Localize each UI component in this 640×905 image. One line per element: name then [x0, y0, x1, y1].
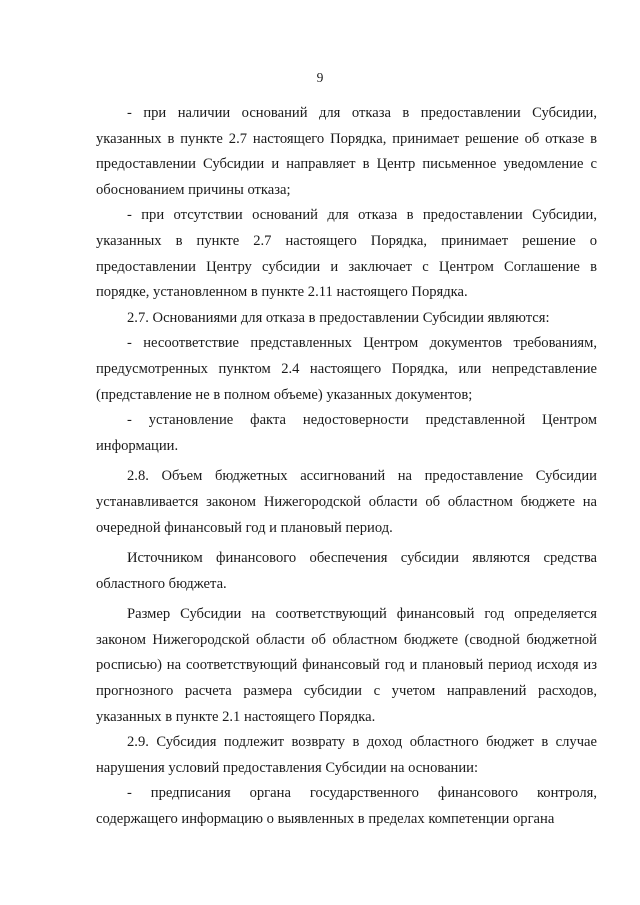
paragraph-2-8-budget: 2.8. Объем бюджетных ассигнований на предоставление Субсидии устанавливается законом Нижегородской области об областном бюджете на очередной финансовый год и плановый период.	[96, 468, 597, 536]
paragraph-grant-decision: - при отсутствии оснований для отказа в предоставлении Субсидии, указанных в пункте 2.7 настоящего Порядка, принимает решение о предоставлении Центру субсидии и заключает с Центром Соглашение в порядке, установленном в пункте 2.11 настоящего Порядка.	[96, 207, 597, 301]
paragraph-funding-source: Источником финансового обеспечения субсидии являются средства областного бюджета.	[96, 550, 597, 592]
paragraph-nonconformity: - несоответствие представленных Центром документов требованиям, предусмотренных пунктом 2.4 настоящего Порядка, или непредставление (представление не в полном объеме) указанных документов;	[96, 335, 597, 403]
paragraph-2-9-refund: 2.9. Субсидия подлежит возврату в доход областного бюджет в случае нарушения условий предоставления Субсидии на основании:	[96, 734, 597, 776]
paragraph-2-7-heading: 2.7. Основаниями для отказа в предоставлении Субсидии являются:	[127, 309, 550, 326]
page-number: 9	[316, 70, 324, 85]
paragraph-refusal-decision: - при наличии оснований для отказа в предоставлении Субсидии, указанных в пункте 2.7 настоящего Порядка, принимает решение об отказе в предоставлении Субсидии и направляет в Центр письменное уведомление с обоснованием причины отказа;	[96, 105, 597, 198]
paragraph-unreliable-info: - установление факта недостоверности представленной Центром информации.	[96, 412, 597, 454]
paragraph-subsidy-size: Размер Субсидии на соответствующий финансовый год определяется законом Нижегородской области об областном бюджете (сводной бюджетной росписью) на соответствующий финансовый год и плановый период исходя из прогнозного расчета размера субсидии с учетом направлений расходов, указанных в пункте 2.1 настоящего Порядка.	[96, 606, 597, 725]
paragraph-prescription: - предписания органа государственного финансового контроля, содержащего информацию о выявленных в пределах компетенции органа	[96, 785, 597, 828]
document-body	[96, 101, 597, 833]
